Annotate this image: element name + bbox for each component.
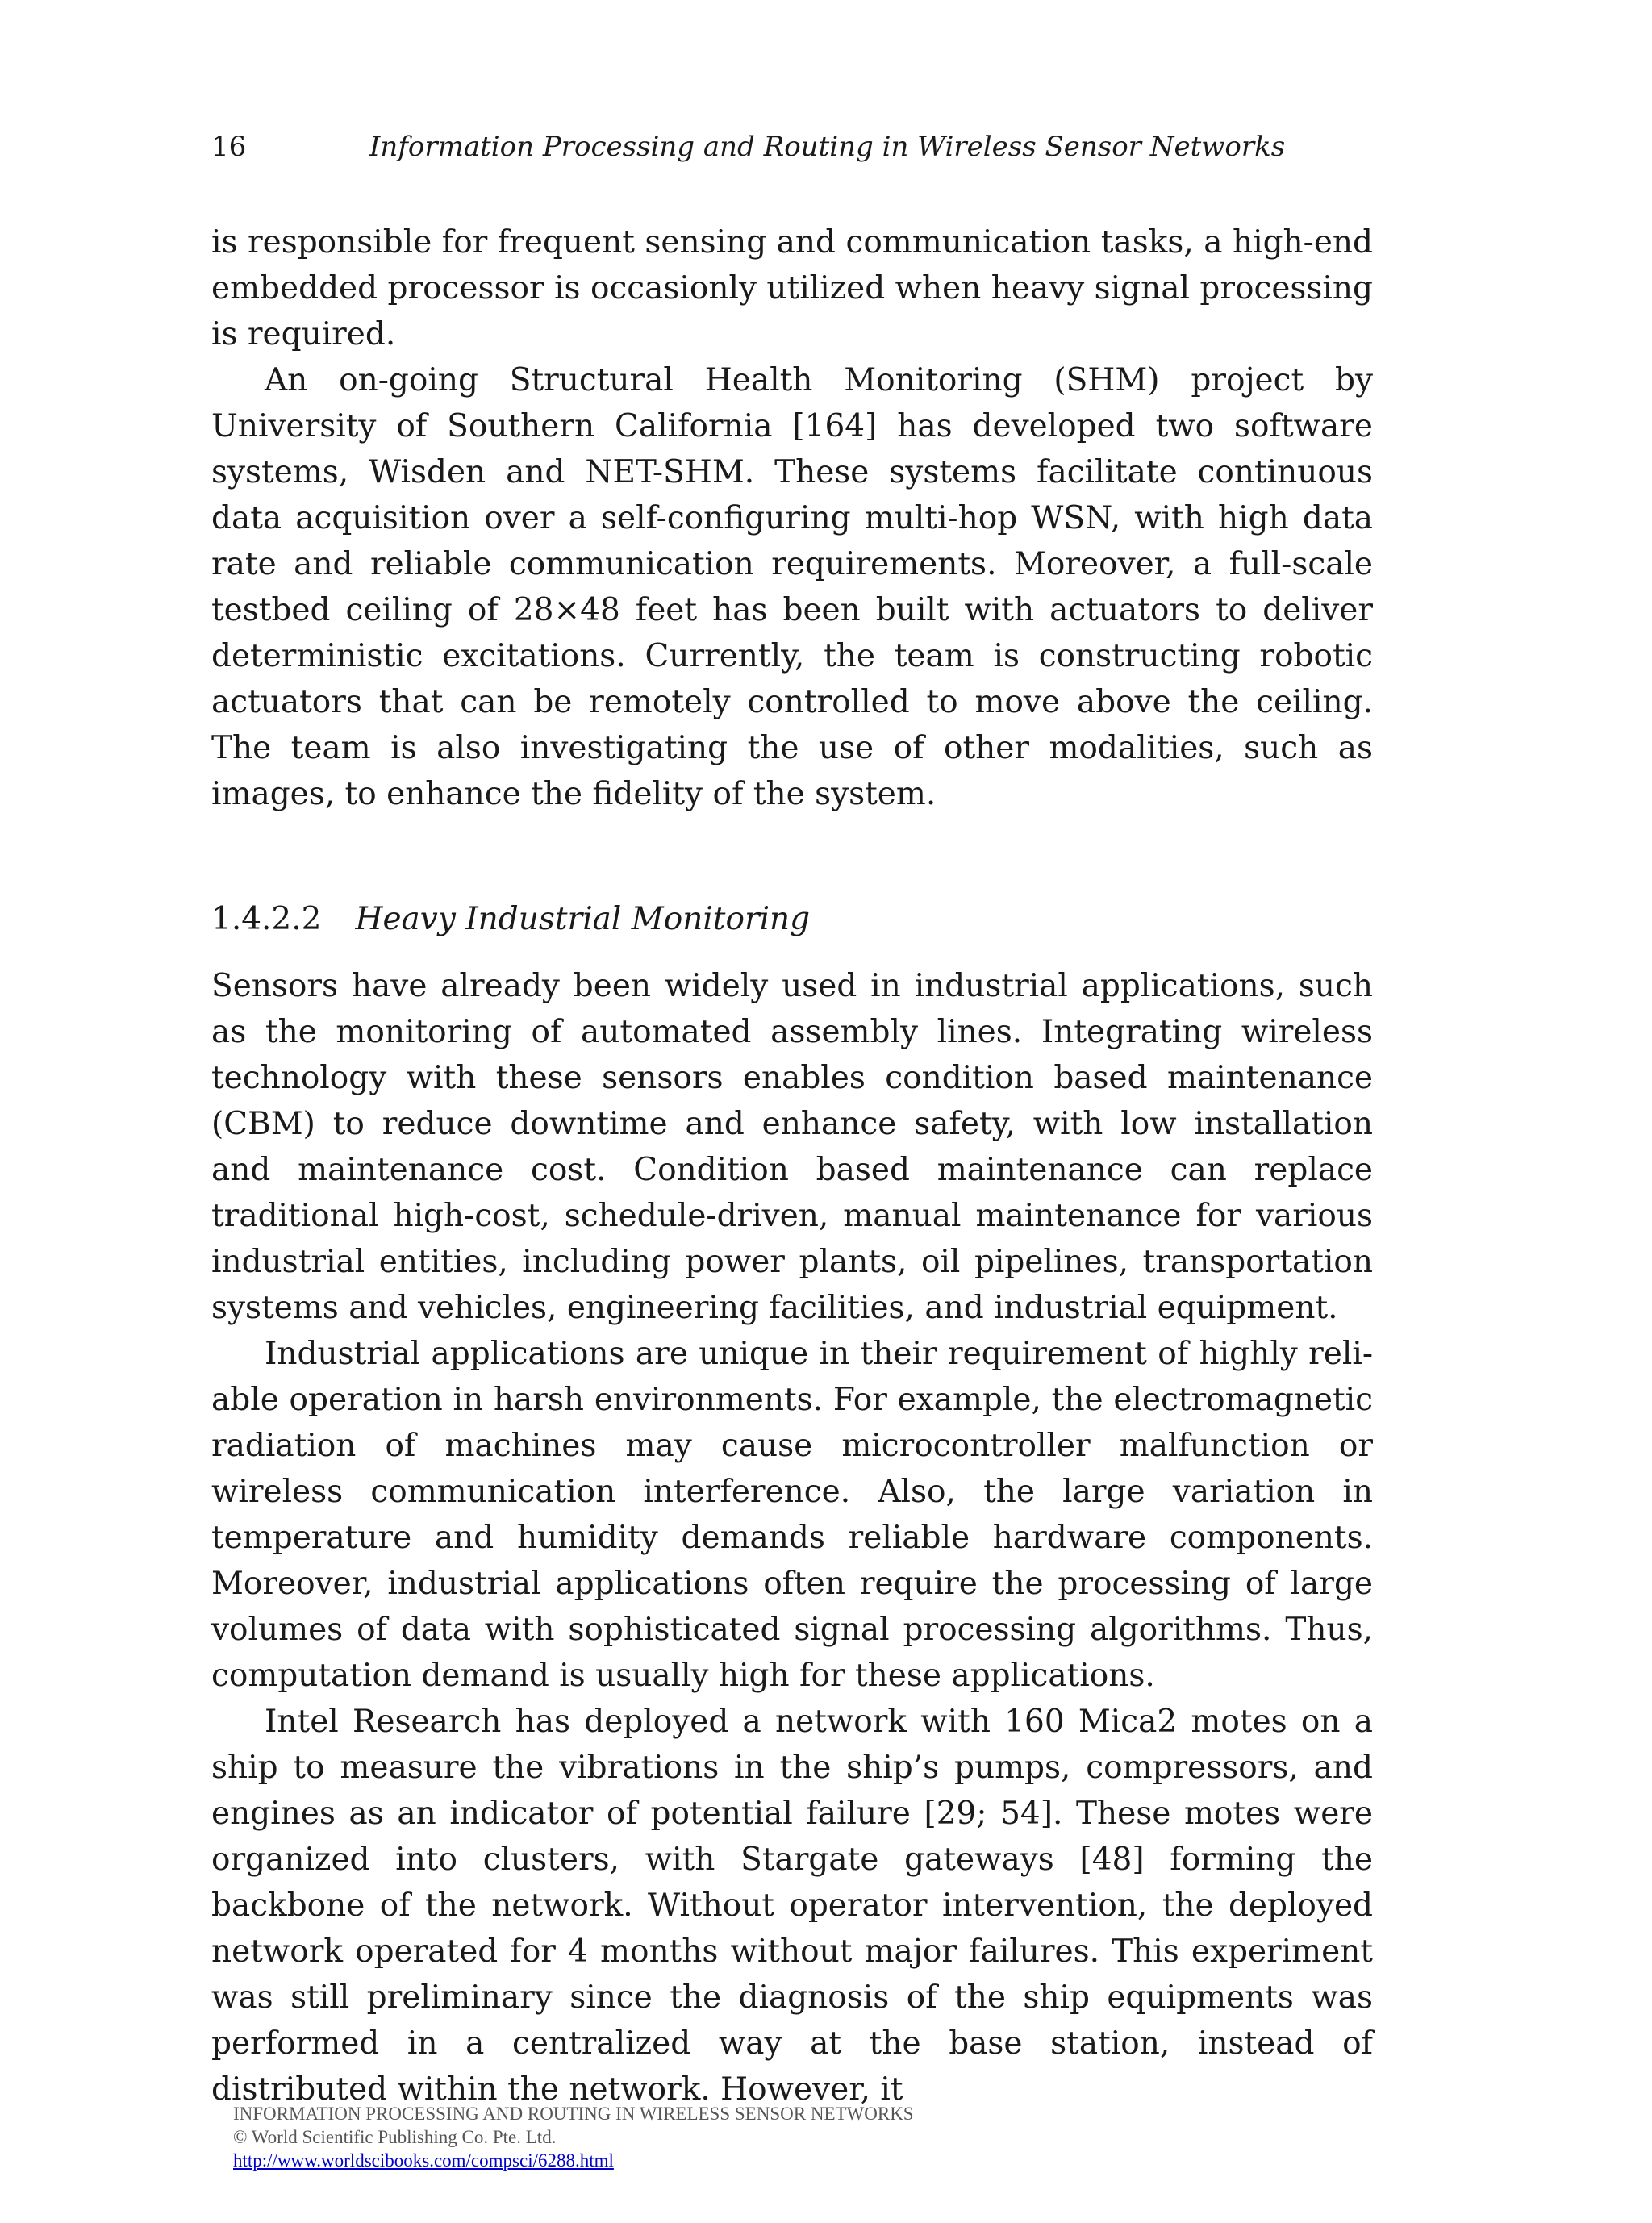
main-text: [211, 219, 1373, 2112]
paragraph-industrial-sensors: Sensors have already been widely used in industrial applications, such as the monitoring of automated assembly lines. Integrating wireless technology with these sensors enables condition based maintenance (CBM) to reduce downtime and enhance safety, with low installation and maintenance cost. Condition based maintenance can replace traditional high-cost, schedule-driven, manual maintenance for various industrial entities, including power plants, oil pipelines, transportation systems and vehicles, engineering facilities, and industrial equipment.: [211, 968, 1373, 1326]
section-title: Heavy Industrial Monitoring: [355, 901, 811, 937]
paragraph-continued: is responsible for frequent sensing and communication tasks, a high-end embedded processor is occasionly utilized when heavy signal processing is required.: [211, 224, 1373, 352]
page-number: 16: [211, 131, 247, 163]
paragraph-shm-project: An on-going Structural Health Monitoring (SHM) project by University of Southern California [164] has developed two software systems, Wisden and NET-SHM. These systems facilitate continuous data acquisition over a self-configuring multi-hop WSN, with high data rate and reliable communication requirements. Moreover, a full-scale testbed ceiling of 28×48 feet has been built with actuators to deliver deterministic excitations. Currently, the team is constructing robotic actuators that can be remotely controlled to move above the ceiling. The team is also investigating the use of other modalities, such as images, to enhance the fidelity of the system.: [211, 362, 1373, 812]
publisher-footer: [233, 2102, 1201, 2172]
footer-book-title: INFORMATION PROCESSING AND ROUTING IN WIRELESS SENSOR NETWORKS: [233, 2104, 914, 2124]
footer-url-link[interactable]: http://www.worldscibooks.com/compsci/6288.html: [233, 2150, 614, 2171]
section-heading: [211, 896, 1373, 942]
running-header: [211, 127, 1373, 166]
paragraph-intel-research: Intel Research has deployed a network with 160 Mica2 motes on a ship to measure the vibrations in the ship’s pumps, compressors, and engines as an indicator of potential failure [29; 54]. These motes were organized into clusters, with Stargate gateways [48] forming the backbone of the network. Without operator intervention, the deployed network operated for 4 months without major failures. This experiment was still preliminary since the diagnosis of the ship equipments was performed in a centralized way at the base station, instead of distributed within the network. However, it: [211, 1704, 1373, 2108]
footer-copyright: © World Scientific Publishing Co. Pte. Ltd.: [233, 2127, 557, 2147]
paragraph-industrial-requirements: Industrial applications are unique in their requirement of highly reliable operation in harsh environments. For example, the electromagnetic radiation of machines may cause microcontroller malfunction or wireless communication interference. Also, the large variation in temperature and humidity demands reliable hardware components. Moreover, industrial applications often require the processing of large volumes of data with sophisticated signal processing algorithms. Thus, computation demand is usually high for these applications.: [211, 1336, 1373, 1694]
section-number: 1.4.2.2: [211, 901, 322, 937]
running-title: Information Processing and Routing in Wireless Sensor Networks: [369, 131, 1286, 163]
